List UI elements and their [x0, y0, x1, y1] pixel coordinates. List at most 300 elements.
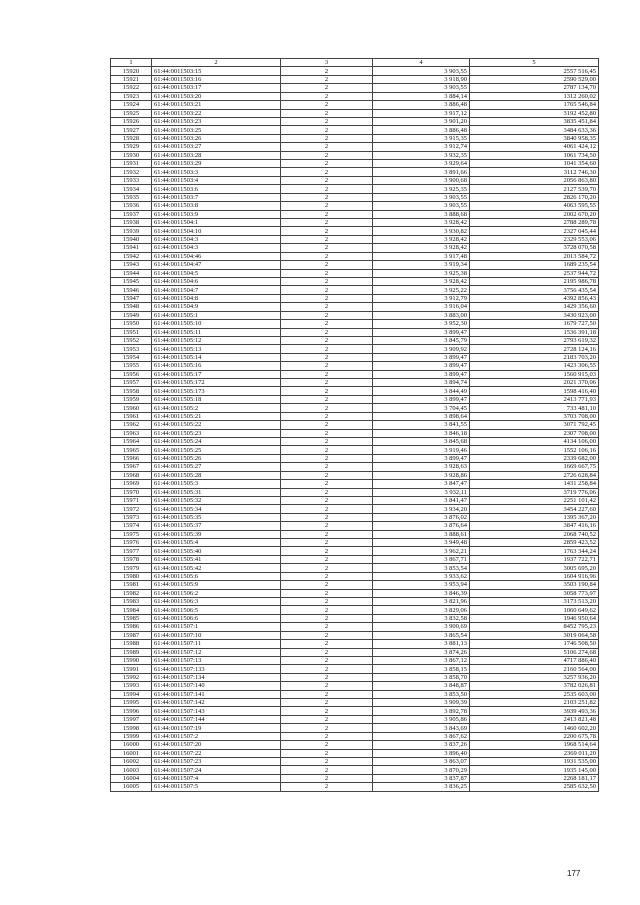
row-number-cell: 15965 — [111, 446, 152, 454]
group-cell: 2 — [281, 530, 373, 538]
row-number-cell: 15943 — [111, 261, 152, 269]
specific-value-cell: 3 899,47 — [373, 328, 470, 336]
cadastral-value-cell: 2021 370,06 — [470, 379, 599, 387]
cadastral-number-cell: 61:44:0011505:9 — [152, 581, 281, 589]
row-number-cell: 15968 — [111, 471, 152, 479]
group-cell: 2 — [281, 699, 373, 707]
specific-value-cell: 3 888,68 — [373, 210, 470, 218]
specific-value-cell: 3 884,14 — [373, 92, 470, 100]
table-row — [111, 303, 599, 311]
cadastral-value-cell: 2585 632,50 — [470, 783, 599, 791]
row-number-cell: 16002 — [111, 758, 152, 766]
group-cell: 2 — [281, 614, 373, 622]
column-header-1: 1 — [111, 59, 152, 67]
group-cell: 2 — [281, 513, 373, 521]
cadastral-number-cell: 61:44:0011506:6 — [152, 614, 281, 622]
cadastral-value-cell: 1679 727,50 — [470, 320, 599, 328]
specific-value-cell: 3 899,47 — [373, 362, 470, 370]
cadastral-value-cell: 1763 344,24 — [470, 547, 599, 555]
specific-value-cell: 3 891,66 — [373, 168, 470, 176]
table-row — [111, 421, 599, 429]
cadastral-value-cell: 2329 553,06 — [470, 235, 599, 243]
row-number-cell: 15948 — [111, 303, 152, 311]
row-number-cell: 15940 — [111, 235, 152, 243]
specific-value-cell: 3 821,96 — [373, 598, 470, 606]
specific-value-cell: 3 915,35 — [373, 134, 470, 142]
table-row — [111, 395, 599, 403]
cadastral-value-cell: 2160 564,00 — [470, 665, 599, 673]
cadastral-value-cell: 2127 539,70 — [470, 185, 599, 193]
cadastral-value-cell: 5106 274,68 — [470, 648, 599, 656]
specific-value-cell: 3 888,61 — [373, 530, 470, 538]
cadastral-value-cell: 1060 649,62 — [470, 606, 599, 614]
table-row — [111, 404, 599, 412]
specific-value-cell: 3 916,04 — [373, 303, 470, 311]
group-cell: 2 — [281, 598, 373, 606]
row-number-cell: 15952 — [111, 336, 152, 344]
group-cell: 2 — [281, 311, 373, 319]
row-number-cell: 15955 — [111, 362, 152, 370]
row-number-cell: 15925 — [111, 109, 152, 117]
specific-value-cell: 3 928,42 — [373, 219, 470, 227]
cadastral-value-cell: 2268 181,17 — [470, 774, 599, 782]
table-row — [111, 454, 599, 462]
cadastral-number-cell: 61:44:0011505:31 — [152, 488, 281, 496]
specific-value-cell: 3 867,71 — [373, 555, 470, 563]
table-row — [111, 387, 599, 395]
table-row — [111, 219, 599, 227]
cadastral-number-cell: 61:44:0011503:15 — [152, 67, 281, 75]
cadastral-number-cell: 61:44:0011505:21 — [152, 412, 281, 420]
group-cell: 2 — [281, 412, 373, 420]
group-cell: 2 — [281, 732, 373, 740]
row-number-cell: 15985 — [111, 614, 152, 622]
specific-value-cell: 3 899,47 — [373, 353, 470, 361]
specific-value-cell: 3 867,62 — [373, 732, 470, 740]
cadastral-value-cell: 2327 045,44 — [470, 227, 599, 235]
specific-value-cell: 3 896,40 — [373, 749, 470, 757]
cadastral-value-cell: 1598 416,40 — [470, 387, 599, 395]
cadastral-number-cell: 61:44:0011505:12 — [152, 336, 281, 344]
specific-value-cell: 3 952,30 — [373, 320, 470, 328]
group-cell: 2 — [281, 774, 373, 782]
row-number-cell: 15927 — [111, 126, 152, 134]
cadastral-value-cell: 2103 251,82 — [470, 699, 599, 707]
row-number-cell: 15958 — [111, 387, 152, 395]
cadastral-value-cell: 3703 708,00 — [470, 412, 599, 420]
cadastral-value-cell: 1560 915,03 — [470, 370, 599, 378]
specific-value-cell: 3 899,47 — [373, 395, 470, 403]
specific-value-cell: 3 847,47 — [373, 480, 470, 488]
group-cell: 2 — [281, 707, 373, 715]
group-cell: 2 — [281, 673, 373, 681]
cadastral-value-cell: 2068 740,52 — [470, 530, 599, 538]
cadastral-value-cell: 3454 227,60 — [470, 505, 599, 513]
specific-value-cell: 3 837,87 — [373, 774, 470, 782]
group-cell: 2 — [281, 277, 373, 285]
specific-value-cell: 3 892,78 — [373, 707, 470, 715]
specific-value-cell: 3 903,55 — [373, 84, 470, 92]
specific-value-cell: 3 903,55 — [373, 202, 470, 210]
cadastral-value-cell: 2369 011,20 — [470, 749, 599, 757]
cadastral-number-cell: 61:44:0011505:40 — [152, 547, 281, 555]
group-cell: 2 — [281, 92, 373, 100]
cadastral-number-cell: 61:44:0011505:173 — [152, 387, 281, 395]
specific-value-cell: 3 858,70 — [373, 673, 470, 681]
table-row — [111, 252, 599, 260]
row-number-cell: 15933 — [111, 176, 152, 184]
group-cell: 2 — [281, 606, 373, 614]
table-row — [111, 235, 599, 243]
cadastral-value-cell: 1968 514,64 — [470, 741, 599, 749]
row-number-cell: 15944 — [111, 269, 152, 277]
table-row — [111, 126, 599, 134]
row-number-cell: 15946 — [111, 286, 152, 294]
cadastral-value-cell: 3071 792,45 — [470, 421, 599, 429]
row-number-cell: 15986 — [111, 623, 152, 631]
cadastral-value-cell: 3939 493,36 — [470, 707, 599, 715]
cadastral-value-cell: 2200 675,78 — [470, 732, 599, 740]
row-number-cell: 15951 — [111, 328, 152, 336]
specific-value-cell: 3 925,35 — [373, 185, 470, 193]
table-row — [111, 185, 599, 193]
group-cell: 2 — [281, 572, 373, 580]
row-number-cell: 15989 — [111, 648, 152, 656]
group-cell: 2 — [281, 783, 373, 791]
row-number-cell: 15956 — [111, 370, 152, 378]
group-cell: 2 — [281, 117, 373, 125]
table-row — [111, 261, 599, 269]
cadastral-value-cell: 2537 944,72 — [470, 269, 599, 277]
cadastral-value-cell: 2787 134,70 — [470, 84, 599, 92]
specific-value-cell: 3 843,69 — [373, 724, 470, 732]
row-number-cell: 15960 — [111, 404, 152, 412]
group-cell: 2 — [281, 665, 373, 673]
column-header-2: 2 — [152, 59, 281, 67]
cadastral-number-cell: 61:44:0011505:3 — [152, 480, 281, 488]
row-number-cell: 15990 — [111, 656, 152, 664]
table-row — [111, 539, 599, 547]
cadastral-value-cell: 2826 170,20 — [470, 193, 599, 201]
group-cell: 2 — [281, 185, 373, 193]
cadastral-number-cell: 61:44:0011507:5 — [152, 783, 281, 791]
group-cell: 2 — [281, 235, 373, 243]
group-cell: 2 — [281, 471, 373, 479]
cadastral-value-cell: 1041 354,60 — [470, 160, 599, 168]
specific-value-cell: 3 846,18 — [373, 429, 470, 437]
cadastral-number-cell: 61:44:0011505:25 — [152, 446, 281, 454]
cadastral-value-cell: 3484 633,36 — [470, 126, 599, 134]
group-cell: 2 — [281, 109, 373, 117]
cadastral-value-table — [110, 58, 599, 792]
specific-value-cell: 3 903,55 — [373, 67, 470, 75]
group-cell: 2 — [281, 581, 373, 589]
row-number-cell: 15995 — [111, 699, 152, 707]
cadastral-value-cell: 2413 821,48 — [470, 715, 599, 723]
group-cell: 2 — [281, 244, 373, 252]
group-cell: 2 — [281, 564, 373, 572]
group-cell: 2 — [281, 353, 373, 361]
specific-value-cell: 3 704,45 — [373, 404, 470, 412]
cadastral-number-cell: 61:44:0011507:13 — [152, 656, 281, 664]
cadastral-number-cell: 61:44:0011505:18 — [152, 395, 281, 403]
table-body — [111, 67, 599, 791]
table-row — [111, 353, 599, 361]
row-number-cell: 15941 — [111, 244, 152, 252]
cadastral-number-cell: 61:44:0011507:20 — [152, 741, 281, 749]
group-cell: 2 — [281, 437, 373, 445]
table-row — [111, 488, 599, 496]
specific-value-cell: 3 894,74 — [373, 379, 470, 387]
cadastral-value-cell: 1431 258,84 — [470, 480, 599, 488]
cadastral-number-cell: 61:44:0011505:22 — [152, 421, 281, 429]
table-row — [111, 480, 599, 488]
group-cell: 2 — [281, 522, 373, 530]
row-number-cell: 15928 — [111, 134, 152, 142]
table-row — [111, 715, 599, 723]
cadastral-number-cell: 61:44:0011507:19 — [152, 724, 281, 732]
cadastral-number-cell: 61:44:0011507:12 — [152, 648, 281, 656]
table-row — [111, 370, 599, 378]
table-row — [111, 673, 599, 681]
cadastral-value-cell: 1429 356,60 — [470, 303, 599, 311]
table-row — [111, 311, 599, 319]
group-cell: 2 — [281, 227, 373, 235]
cadastral-number-cell: 61:44:0011503:6 — [152, 185, 281, 193]
cadastral-value-cell: 3719 776,06 — [470, 488, 599, 496]
cadastral-number-cell: 61:44:0011507:140 — [152, 682, 281, 690]
specific-value-cell: 3 848,87 — [373, 682, 470, 690]
cadastral-value-cell: 8452 795,23 — [470, 623, 599, 631]
group-cell: 2 — [281, 690, 373, 698]
row-number-cell: 15979 — [111, 564, 152, 572]
cadastral-number-cell: 61:44:0011507:143 — [152, 707, 281, 715]
table-row — [111, 437, 599, 445]
specific-value-cell: 3 953,94 — [373, 581, 470, 589]
row-number-cell: 15977 — [111, 547, 152, 555]
row-number-cell: 15994 — [111, 690, 152, 698]
row-number-cell: 15991 — [111, 665, 152, 673]
specific-value-cell: 3 928,42 — [373, 277, 470, 285]
table-row — [111, 446, 599, 454]
row-number-cell: 15970 — [111, 488, 152, 496]
column-header-5: 5 — [470, 59, 599, 67]
row-number-cell: 15926 — [111, 117, 152, 125]
cadastral-value-cell: 1669 667,75 — [470, 463, 599, 471]
row-number-cell: 15945 — [111, 277, 152, 285]
specific-value-cell: 3 919,34 — [373, 261, 470, 269]
group-cell: 2 — [281, 741, 373, 749]
table-row — [111, 665, 599, 673]
specific-value-cell: 3 903,55 — [373, 193, 470, 201]
row-number-cell: 15992 — [111, 673, 152, 681]
specific-value-cell: 3 881,13 — [373, 640, 470, 648]
row-number-cell: 15982 — [111, 589, 152, 597]
cadastral-value-cell: 1746 508,50 — [470, 640, 599, 648]
specific-value-cell: 3 899,47 — [373, 370, 470, 378]
table-row — [111, 707, 599, 715]
row-number-cell: 15993 — [111, 682, 152, 690]
specific-value-cell: 3 933,62 — [373, 572, 470, 580]
row-number-cell: 15938 — [111, 219, 152, 227]
cadastral-number-cell: 61:44:0011505:13 — [152, 345, 281, 353]
cadastral-number-cell: 61:44:0011507:141 — [152, 690, 281, 698]
specific-value-cell: 3 853,54 — [373, 564, 470, 572]
specific-value-cell: 3 912,74 — [373, 143, 470, 151]
table-row — [111, 758, 599, 766]
cadastral-value-cell: 3192 452,80 — [470, 109, 599, 117]
group-cell: 2 — [281, 656, 373, 664]
group-cell: 2 — [281, 362, 373, 370]
specific-value-cell: 3 876,02 — [373, 513, 470, 521]
table-row — [111, 614, 599, 622]
specific-value-cell: 3 928,86 — [373, 471, 470, 479]
group-cell: 2 — [281, 143, 373, 151]
cadastral-value-cell: 2307 708,00 — [470, 429, 599, 437]
cadastral-value-cell: 1689 235,54 — [470, 261, 599, 269]
table-row — [111, 193, 599, 201]
specific-value-cell: 3 836,25 — [373, 783, 470, 791]
table-row — [111, 774, 599, 782]
cadastral-value-cell: 4061 424,12 — [470, 143, 599, 151]
row-number-cell: 15980 — [111, 572, 152, 580]
row-number-cell: 15923 — [111, 92, 152, 100]
table-row — [111, 412, 599, 420]
table-row — [111, 623, 599, 631]
group-cell: 2 — [281, 75, 373, 83]
row-number-cell: 15974 — [111, 522, 152, 530]
cadastral-value-cell: 3019 064,58 — [470, 631, 599, 639]
group-cell: 2 — [281, 404, 373, 412]
cadastral-number-cell: 61:44:0011505:41 — [152, 555, 281, 563]
cadastral-value-cell: 2726 628,84 — [470, 471, 599, 479]
specific-value-cell: 3 949,48 — [373, 539, 470, 547]
specific-value-cell: 3 925,22 — [373, 286, 470, 294]
cadastral-number-cell: 61:44:0011505:27 — [152, 463, 281, 471]
specific-value-cell: 3 886,48 — [373, 101, 470, 109]
cadastral-value-cell: 1604 916,96 — [470, 572, 599, 580]
group-cell: 2 — [281, 370, 373, 378]
cadastral-number-cell: 61:44:0011505:39 — [152, 530, 281, 538]
table-row — [111, 522, 599, 530]
cadastral-value-cell: 2056 863,80 — [470, 176, 599, 184]
group-cell: 2 — [281, 429, 373, 437]
row-number-cell: 15934 — [111, 185, 152, 193]
row-number-cell: 15984 — [111, 606, 152, 614]
group-cell: 2 — [281, 210, 373, 218]
cadastral-value-cell: 1061 734,50 — [470, 151, 599, 159]
row-number-cell: 16000 — [111, 741, 152, 749]
table-row — [111, 547, 599, 555]
cadastral-number-cell: 61:44:0011504:5 — [152, 269, 281, 277]
specific-value-cell: 3 928,42 — [373, 244, 470, 252]
group-cell: 2 — [281, 505, 373, 513]
cadastral-number-cell: 61:44:0011505:26 — [152, 454, 281, 462]
specific-value-cell: 3 928,42 — [373, 235, 470, 243]
row-number-cell: 15932 — [111, 168, 152, 176]
row-number-cell: 15962 — [111, 421, 152, 429]
row-number-cell: 15930 — [111, 151, 152, 159]
cadastral-value-cell: 3728 070,58 — [470, 244, 599, 252]
cadastral-number-cell: 61:44:0011505:4 — [152, 539, 281, 547]
group-cell: 2 — [281, 126, 373, 134]
cadastral-number-cell: 61:44:0011505:11 — [152, 328, 281, 336]
table-row — [111, 84, 599, 92]
specific-value-cell: 3 918,90 — [373, 75, 470, 83]
row-number-cell: 15987 — [111, 631, 152, 639]
cadastral-number-cell: 61:44:0011504:10 — [152, 227, 281, 235]
cadastral-number-cell: 61:44:0011503:22 — [152, 109, 281, 117]
cadastral-number-cell: 61:44:0011505:24 — [152, 437, 281, 445]
table-row — [111, 766, 599, 774]
group-cell: 2 — [281, 345, 373, 353]
specific-value-cell: 3 925,38 — [373, 269, 470, 277]
table-row — [111, 589, 599, 597]
specific-value-cell: 3 934,20 — [373, 505, 470, 513]
table-row — [111, 277, 599, 285]
specific-value-cell: 3 858,15 — [373, 665, 470, 673]
group-cell: 2 — [281, 555, 373, 563]
column-header-3: 3 — [281, 59, 373, 67]
table-row — [111, 463, 599, 471]
row-number-cell: 15950 — [111, 320, 152, 328]
specific-value-cell: 3 829,06 — [373, 606, 470, 614]
cadastral-value-cell: 4392 856,43 — [470, 294, 599, 302]
cadastral-number-cell: 61:44:0011507:144 — [152, 715, 281, 723]
column-header-4: 4 — [373, 59, 470, 67]
table-row — [111, 67, 599, 75]
cadastral-value-cell: 2590 529,00 — [470, 75, 599, 83]
group-cell: 2 — [281, 320, 373, 328]
specific-value-cell: 3 905,86 — [373, 715, 470, 723]
cadastral-number-cell: 61:44:0011507:24 — [152, 766, 281, 774]
table-row — [111, 690, 599, 698]
table-row — [111, 75, 599, 83]
cadastral-value-cell: 2251 101,42 — [470, 496, 599, 504]
table-row — [111, 134, 599, 142]
row-number-cell: 15964 — [111, 437, 152, 445]
table-row — [111, 648, 599, 656]
cadastral-value-cell: 4063 595,55 — [470, 202, 599, 210]
cadastral-number-cell: 61:44:0011505:2 — [152, 404, 281, 412]
row-number-cell: 15954 — [111, 353, 152, 361]
table-row — [111, 741, 599, 749]
specific-value-cell: 3 876,64 — [373, 522, 470, 530]
group-cell: 2 — [281, 640, 373, 648]
row-number-cell: 15947 — [111, 294, 152, 302]
specific-value-cell: 3 932,35 — [373, 151, 470, 159]
row-number-cell: 15981 — [111, 581, 152, 589]
group-cell: 2 — [281, 539, 373, 547]
cadastral-number-cell: 61:44:0011503:25 — [152, 126, 281, 134]
table-row — [111, 244, 599, 252]
cadastral-value-cell: 2788 289,78 — [470, 219, 599, 227]
cadastral-number-cell: 61:44:0011506:3 — [152, 598, 281, 606]
table-row — [111, 496, 599, 504]
table-row — [111, 598, 599, 606]
table-row — [111, 640, 599, 648]
row-number-cell: 15971 — [111, 496, 152, 504]
table-row — [111, 783, 599, 791]
cadastral-number-cell: 61:44:0011505:16 — [152, 362, 281, 370]
table-row — [111, 117, 599, 125]
group-cell: 2 — [281, 336, 373, 344]
cadastral-number-cell: 61:44:0011504:3 — [152, 244, 281, 252]
row-number-cell: 15978 — [111, 555, 152, 563]
cadastral-number-cell: 61:44:0011505:14 — [152, 353, 281, 361]
table-row — [111, 92, 599, 100]
row-number-cell: 15972 — [111, 505, 152, 513]
